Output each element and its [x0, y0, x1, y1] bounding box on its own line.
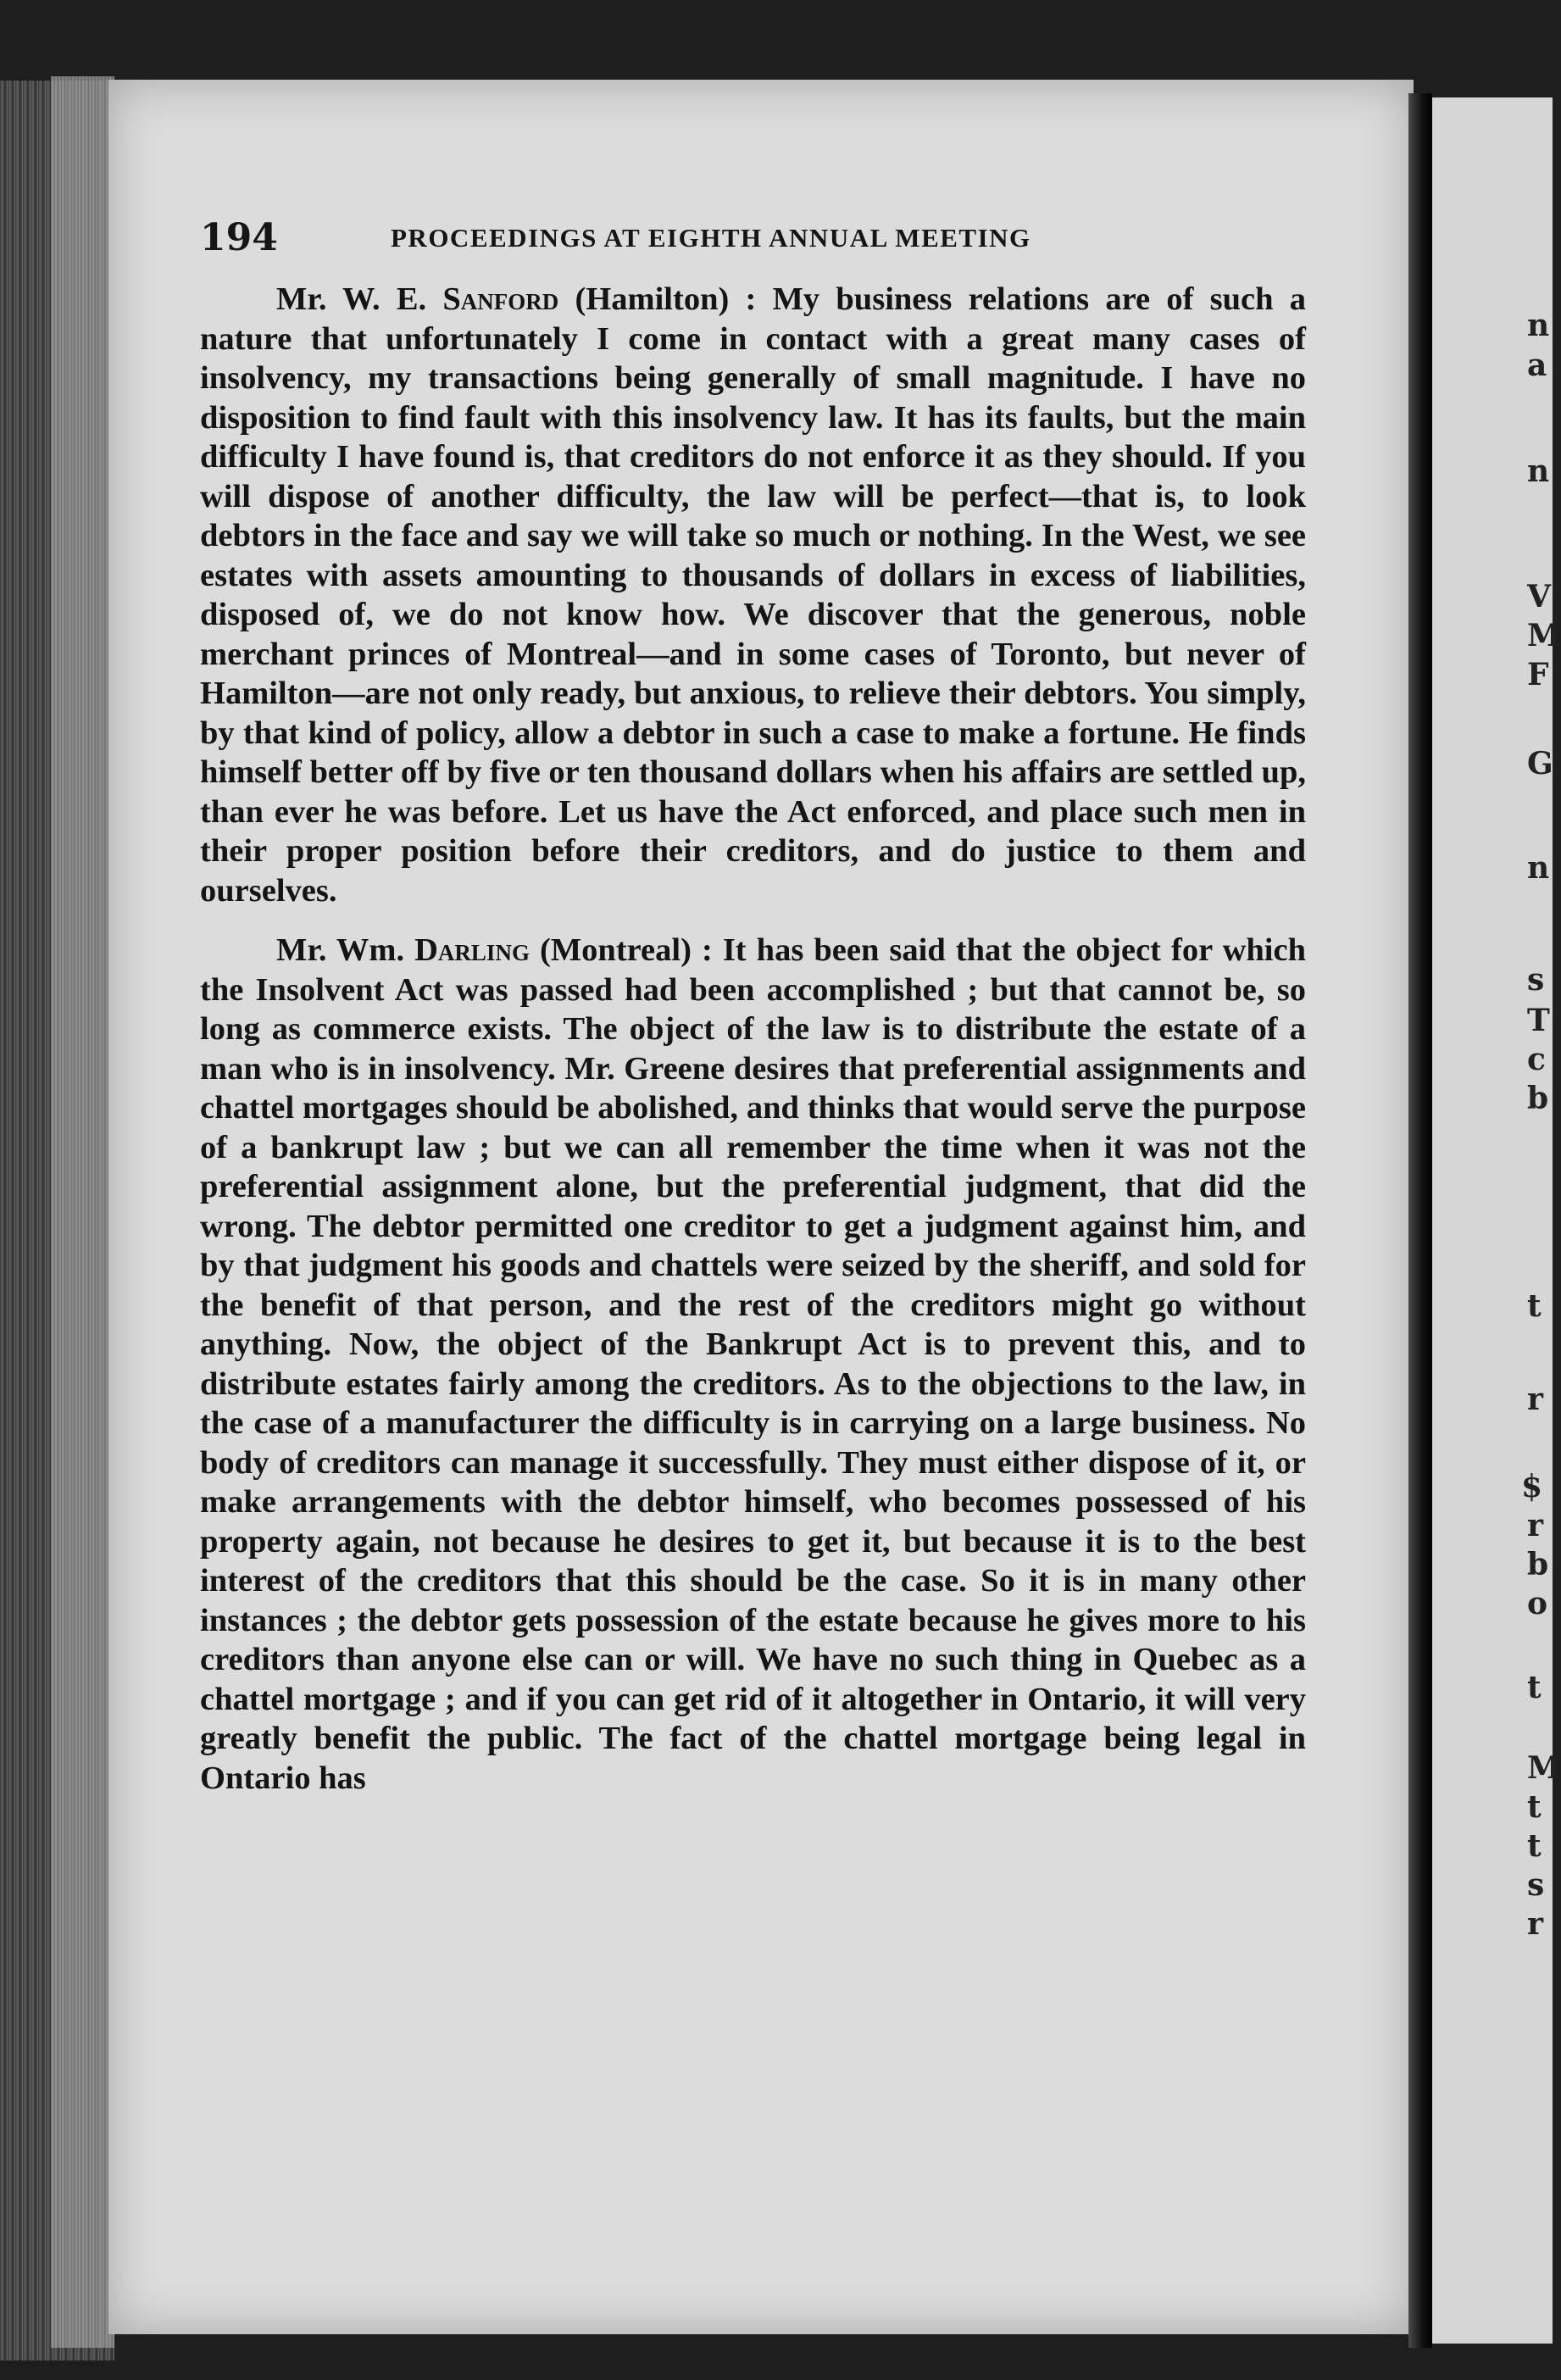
speaker-name: Darling — [414, 932, 530, 968]
adjacent-page-fragment: r — [1527, 1382, 1543, 1417]
running-head: PROCEEDINGS AT EIGHTH ANNUAL MEETING — [391, 223, 1031, 253]
book-page-edges-highlight — [51, 76, 114, 2348]
speaker-place: (Montreal) : — [529, 932, 723, 968]
adjacent-page-fragment: n — [1527, 308, 1550, 343]
adjacent-page-fragment: V — [1527, 579, 1551, 614]
paragraph-sanford — [200, 280, 1306, 910]
adjacent-page-fragment: b — [1527, 1081, 1549, 1116]
adjacent-page-fragment: s — [1527, 1867, 1545, 1903]
adjacent-page-fragment: t — [1527, 1828, 1542, 1864]
adjacent-page-fragment: T — [1527, 1003, 1550, 1038]
adjacent-page-fragment: a — [1527, 348, 1547, 383]
paragraph-text: It has been said that the object for which the Insolvent Act was passed had been accomplished ; but that cannot be, so long as commerce exists. The object of the law is to distribute the estate of a man who is in insolvency. Mr. Greene desires that preferential assignments and chattel mortgages should be abolished, and thinks that would serve the purpose of a bankrupt law ; but we can all remember the time when it was not the preferential assignment alone, but the preferential judgment, that did the wrong. The debtor permitted one creditor to get a judgment against him, and by that judgment his goods and chattels were seized by the sheriff, and sold for the benefit of that person, and the rest of the creditors might go without anything. Now, the object of the Bankrupt Act is to prevent this, and to distribute estates fairly among the creditors. As to the objections to the law, in the case of a manufacturer the difficulty is in carrying on a large business. No body of creditors can manage it successfully. They must either dispose of it, or make arrangements with the debtor himself, who becomes possessed of his property again, not because he desires to get it, but because it is to the best interest of the creditors that this should be the case. So it is in many other instances ; the debtor gets possession of the estate because he gives more to his creditors than anyone else can or will. We have no such thing in Quebec as a chattel mortgage ; and if you can get rid of it altogether in Ontario, it will very greatly benefit the public. The fact of the chattel mortgage being legal in Ontario has — [200, 932, 1306, 1796]
adjacent-page-fragment: t — [1527, 1288, 1542, 1324]
adjacent-page-fragment: s — [1527, 962, 1545, 998]
page-body — [200, 280, 1306, 1818]
adjacent-page-fragment: F — [1527, 657, 1549, 692]
adjacent-page-fragment: M — [1527, 1750, 1561, 1786]
adjacent-page-fragment: n — [1527, 453, 1550, 489]
book-gutter — [1408, 93, 1432, 2348]
adjacent-page-fragment: c — [1527, 1042, 1546, 1077]
page-header — [200, 216, 1306, 259]
adjacent-page-fragment: n — [1527, 850, 1550, 886]
speaker-title: Mr. Wm. — [276, 932, 415, 968]
adjacent-page-fragment: t — [1527, 1789, 1542, 1825]
adjacent-page-fragment: M — [1527, 618, 1561, 653]
adjacent-page-fragment: G — [1527, 746, 1553, 781]
paragraph-text: My business relations are of such a nature that unfortunately I come in contact with a great many cases of insolvency, my transactions being generally of small magnitude. I have no disposition to find fault with this insolvency law. It has its faults, but the main difficulty I have found is, that creditors do not enforce it as they should. If you will dispose of another difficulty, the law will be perfect—that is, to look debtors in the face and say we will take so much or nothing. In the West, we see estates with assets amounting to thousands of dollars in excess of liabilities, disposed of, we do not know how. We discover that the generous, noble merchant princes of Montreal—and in some cases of Toronto, but never of Hamilton—are not only ready, but anxious, to relieve their debtors. You simply, by that kind of policy, allow a debtor in such a case to make a fortune. He finds himself better off by five or ten thousand dollars when his affairs are settled up, than ever he was before. Let us have the Act enforced, and place such men in their proper position before their creditors, and do justice to them and ourselves. — [200, 281, 1307, 909]
adjacent-page-fragment: o — [1527, 1586, 1548, 1621]
speaker-place: (Hamilton) : — [558, 281, 773, 317]
adjacent-page-fragment: r — [1527, 1508, 1543, 1543]
adjacent-page-fragment: $ — [1521, 1469, 1543, 1504]
adjacent-page-fragment: r — [1527, 1906, 1543, 1942]
speaker-name: Sanford — [442, 281, 559, 317]
adjacent-page-fragment: t — [1527, 1670, 1542, 1705]
page-number: 194 — [200, 216, 278, 259]
speaker-title: Mr. W. E. — [276, 281, 443, 317]
adjacent-page — [1432, 97, 1561, 2344]
adjacent-page-fragment: b — [1527, 1547, 1549, 1582]
paragraph-darling — [200, 931, 1306, 1798]
